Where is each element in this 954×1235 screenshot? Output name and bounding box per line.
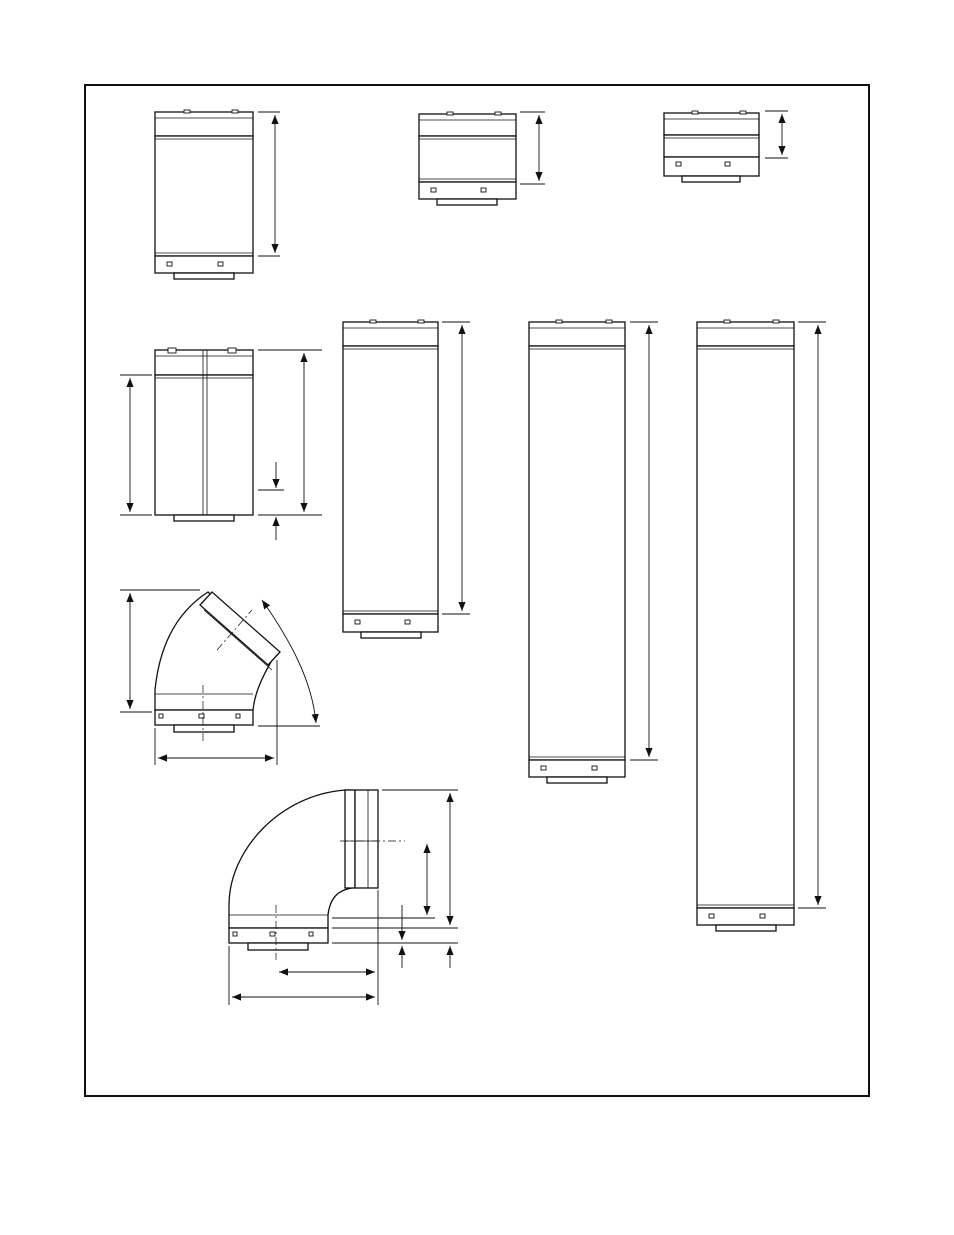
straight-pipe-medium (155, 110, 280, 279)
dimension-height (630, 322, 658, 760)
dimension-adjustment (258, 462, 284, 540)
dimension-body-length (120, 375, 152, 515)
straight-pipe-longer (529, 320, 658, 783)
dimension-height (765, 111, 788, 158)
straight-pipe-short (419, 112, 545, 205)
adjustable-pipe (120, 348, 322, 540)
straight-pipe-shortest (664, 111, 788, 182)
elbow-45-degree (120, 590, 320, 765)
dimension-overall-width (229, 946, 375, 1005)
straight-pipe-long (343, 320, 470, 638)
dimension-height (442, 322, 470, 614)
dimension-height (798, 322, 826, 908)
elbow-90-degree (229, 790, 458, 1005)
dimension-collar (332, 905, 458, 968)
dimension-height (520, 112, 545, 184)
dimension-height (258, 112, 280, 256)
straight-pipe-longest (697, 320, 826, 931)
